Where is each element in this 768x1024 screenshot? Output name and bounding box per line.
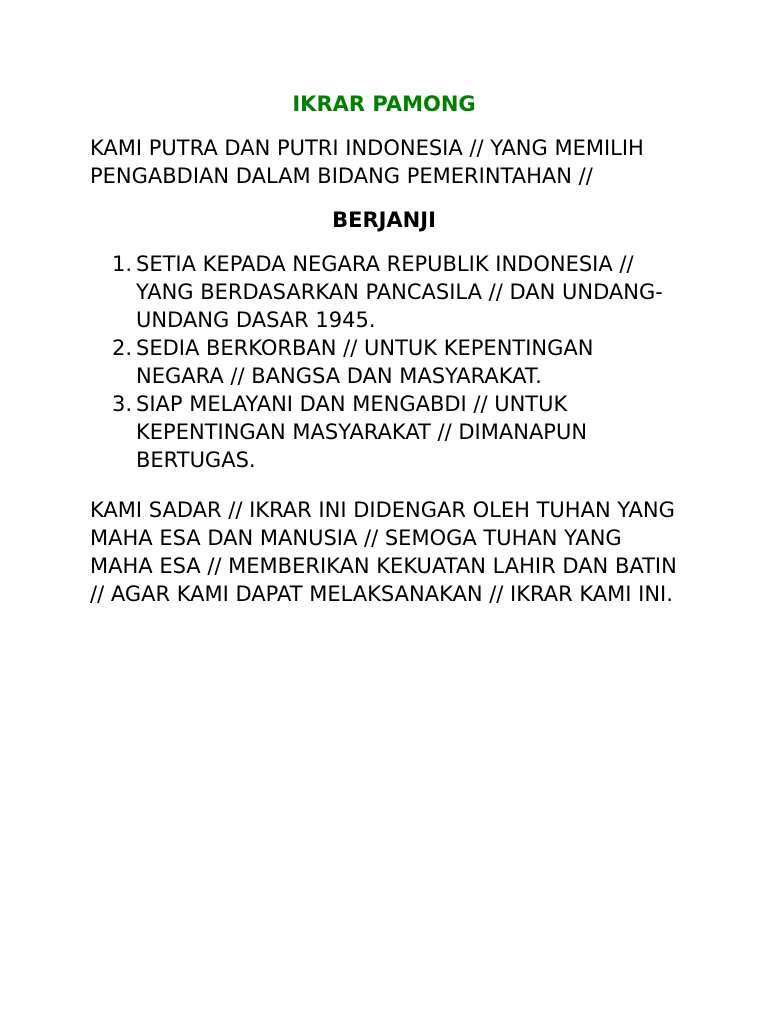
list-item [112, 250, 678, 334]
pledge-list [90, 250, 678, 474]
list-item-text: SEDIA BERKORBAN // UNTUK KEPENTINGAN NEGARA // BANGSA DAN MASYARAKAT. [136, 336, 594, 388]
section-heading: BERJANJI [332, 208, 436, 232]
list-item-number: 2. [112, 336, 133, 360]
list-item [112, 390, 678, 474]
list-item-text: SIAP MELAYANI DAN MENGABDI // UNTUK KEPENTINGAN MASYARAKAT // DIMANAPUN BERTUGAS. [136, 392, 588, 472]
intro-paragraph: KAMI PUTRA DAN PUTRI INDONESIA // YANG MEMILIH PENGABDIAN DALAM BIDANG PEMERINTAHAN // [90, 136, 644, 188]
list-item-number: 3. [112, 392, 133, 416]
list-item-text: SETIA KEPADA NEGARA REPUBLIK INDONESIA // YANG BERDASARKAN PANCASILA // DAN UNDANG-UNDANG DASAR 1945. [136, 252, 663, 332]
list-item-number: 1. [112, 252, 133, 276]
document-title: IKRAR PAMONG [292, 92, 476, 116]
closing-paragraph: KAMI SADAR // IKRAR INI DIDENGAR OLEH TUHAN YANG MAHA ESA DAN MANUSIA // SEMOGA TUHAN YANG MAHA ESA // MEMBERIKAN KEKUATAN LAHIR DAN BATIN // AGAR KAMI DAPAT MELAKSANAKAN // IKRAR KAMI INI. [90, 498, 677, 606]
list-item [112, 334, 678, 390]
